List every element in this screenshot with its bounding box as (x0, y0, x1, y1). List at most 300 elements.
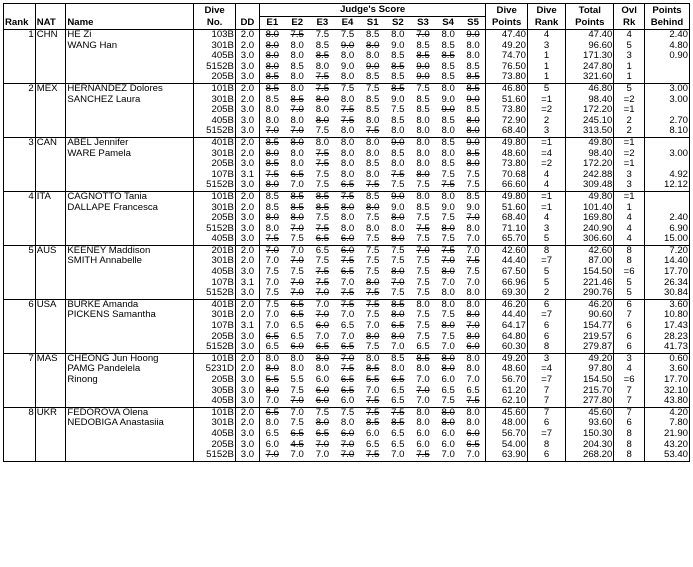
header-judge-s3: S3 (410, 17, 435, 30)
judge-score-s1 (360, 267, 385, 278)
discarded-score: 9.0 (416, 61, 430, 72)
judge-score-s3 (410, 30, 435, 41)
judge-score-s2 (385, 41, 410, 52)
discarded-score: 7.0 (290, 223, 304, 234)
dive-rank-cell: =2 (527, 159, 565, 170)
judge-score-s4 (436, 203, 461, 214)
counted-score: 8.0 (416, 137, 430, 148)
counted-score: 7.5 (416, 256, 430, 267)
rank-cell (4, 429, 36, 440)
judge-score-e2 (285, 440, 310, 451)
judge-score-e3 (310, 62, 335, 73)
judge-score-s4 (436, 72, 461, 83)
counted-score: 8.0 (466, 299, 480, 310)
rank-cell (4, 310, 36, 321)
name-cell: DALLAPE Francesca (66, 203, 194, 214)
nat-cell (35, 256, 66, 267)
nat-cell: MAS (35, 353, 66, 364)
counted-score: 7.5 (290, 385, 304, 396)
judge-score-s4 (436, 299, 461, 310)
discarded-score: 7.0 (340, 353, 355, 364)
judge-score-s2 (385, 418, 410, 429)
name-cell (66, 321, 194, 332)
judge-score-e3 (310, 450, 335, 461)
judge-score-s3 (410, 95, 435, 106)
header-judges-score: Judge's Score (259, 4, 485, 17)
dive-rank-cell: 7 (527, 396, 565, 407)
judge-score-e4 (335, 256, 360, 267)
counted-score: 8.5 (416, 202, 430, 213)
judge-score-s1 (360, 245, 385, 256)
total-points-cell: 154.77 (566, 321, 614, 332)
counted-score: 8.5 (441, 72, 455, 83)
dive-points-cell: 56.70 (486, 429, 528, 440)
judge-score-s1 (360, 149, 385, 160)
judge-score-s1 (360, 418, 385, 429)
counted-score: 8.0 (441, 126, 455, 137)
dive-rank-cell: 5 (527, 267, 565, 278)
judge-score-s3 (410, 429, 435, 440)
discarded-score: 8.0 (290, 213, 304, 224)
table-row (4, 62, 690, 73)
counted-score: 7.5 (416, 331, 430, 342)
dive-points-cell: 60.30 (486, 342, 528, 353)
dd-cell: 3.0 (235, 396, 259, 407)
discarded-score: 7.0 (290, 105, 304, 116)
header-judge-s1: S1 (360, 17, 385, 30)
judge-score-s3 (410, 278, 435, 289)
dd-cell: 2.0 (235, 203, 259, 214)
table-row (4, 137, 690, 148)
judge-score-s5 (461, 95, 486, 106)
dive-points-cell: 73.80 (486, 159, 528, 170)
judge-score-s4 (436, 95, 461, 106)
discarded-score: 8.0 (366, 202, 380, 213)
counted-score: 7.5 (416, 234, 430, 245)
nat-cell (35, 332, 66, 343)
discarded-score: 6.0 (315, 385, 330, 396)
dive-rank-cell: 7 (527, 386, 565, 397)
judge-score-s1 (360, 353, 385, 364)
counted-score: 7.0 (391, 342, 405, 353)
total-points-cell: 150.30 (566, 429, 614, 440)
discarded-score: 6.5 (290, 310, 304, 321)
counted-score: 6.5 (265, 342, 279, 353)
discarded-score: 8.5 (315, 191, 330, 202)
rank-cell (4, 41, 36, 52)
ovl-rank-cell: 7 (614, 396, 645, 407)
counted-score: 7.0 (265, 256, 279, 267)
discarded-score: 7.5 (315, 148, 330, 159)
dive-points-cell: 56.70 (486, 375, 528, 386)
counted-score: 6.5 (366, 439, 380, 450)
judge-score-e4 (335, 332, 360, 343)
judge-score-e1 (259, 126, 284, 137)
judge-score-e1 (259, 386, 284, 397)
total-points-cell: 219.57 (566, 332, 614, 343)
dive-no-cell: 301B (194, 310, 236, 321)
judge-score-s2 (385, 288, 410, 299)
dive-rank-cell: =7 (527, 256, 565, 267)
counted-score: 8.0 (416, 407, 430, 418)
counted-score: 6.0 (441, 428, 455, 439)
counted-score: 8.0 (441, 29, 455, 40)
judge-score-s5 (461, 116, 486, 127)
counted-score: 8.0 (466, 364, 480, 375)
total-points-cell: 49.80 (566, 137, 614, 148)
dd-cell: 3.0 (235, 288, 259, 299)
judge-score-e4 (335, 30, 360, 41)
discarded-score: 8.0 (290, 137, 304, 148)
total-points-cell: 313.50 (566, 126, 614, 137)
judge-score-e3 (310, 396, 335, 407)
counted-score: 7.5 (366, 342, 380, 353)
table-row (4, 203, 690, 214)
discarded-score: 9.0 (416, 72, 430, 83)
judge-score-e2 (285, 51, 310, 62)
counted-score: 7.5 (265, 299, 279, 310)
judge-score-s3 (410, 41, 435, 52)
dd-cell: 3.0 (235, 213, 259, 224)
table-row (4, 41, 690, 52)
rank-cell: 1 (4, 30, 36, 41)
name-cell: HE Zi (66, 30, 194, 41)
dd-cell: 3.0 (235, 440, 259, 451)
counted-score: 6.0 (416, 428, 430, 439)
counted-score: 8.5 (466, 105, 480, 116)
judge-score-e2 (285, 396, 310, 407)
dive-no-cell: 205B (194, 159, 236, 170)
nat-cell (35, 105, 66, 116)
ovl-rank-cell: =6 (614, 375, 645, 386)
judge-score-e2 (285, 353, 310, 364)
dive-no-cell: 205B (194, 213, 236, 224)
judge-score-e3 (310, 278, 335, 289)
counted-score: 8.0 (340, 169, 355, 180)
judge-score-e4 (335, 353, 360, 364)
name-cell: HERNANDEZ Dolores (66, 83, 194, 94)
judge-score-e3 (310, 191, 335, 202)
judge-score-s4 (436, 342, 461, 353)
counted-score: 7.0 (416, 375, 430, 385)
nat-cell (35, 418, 66, 429)
dive-no-cell: 305B (194, 386, 236, 397)
judge-score-e1 (259, 450, 284, 461)
dive-no-cell: 5152B (194, 450, 236, 461)
judge-score-s5 (461, 299, 486, 310)
discarded-score: 8.0 (441, 321, 455, 332)
judge-score-s4 (436, 180, 461, 191)
ovl-rank-cell: =1 (614, 191, 645, 202)
judge-score-s3 (410, 342, 435, 353)
dd-cell: 3.0 (235, 116, 259, 127)
judge-score-s3 (410, 51, 435, 62)
counted-score: 8.0 (366, 137, 380, 148)
discarded-score: 8.0 (265, 385, 279, 396)
counted-score: 8.0 (340, 137, 355, 148)
name-cell: CAGNOTTO Tania (66, 191, 194, 202)
judge-score-s2 (385, 429, 410, 440)
nat-cell (35, 321, 66, 332)
discarded-score: 8.0 (265, 29, 279, 40)
counted-score: 7.5 (391, 288, 405, 299)
points-behind-cell: 3.00 (644, 95, 689, 106)
name-cell (66, 105, 194, 116)
judge-score-e3 (310, 256, 335, 267)
dive-points-cell: 49.20 (486, 353, 528, 364)
total-points-cell: 245.10 (566, 116, 614, 127)
table-row (4, 51, 690, 62)
discarded-score: 7.5 (391, 169, 405, 180)
judge-score-e2 (285, 30, 310, 41)
dive-points-cell: 63.90 (486, 450, 528, 461)
discarded-score: 8.5 (466, 148, 480, 159)
ovl-rank-cell: 3 (614, 353, 645, 364)
table-row (4, 83, 690, 94)
counted-score: 8.5 (366, 105, 380, 116)
judge-score-s3 (410, 72, 435, 83)
name-cell (66, 278, 194, 289)
judge-score-s3 (410, 191, 435, 202)
ovl-rank-cell: 5 (614, 83, 645, 94)
table-row (4, 191, 690, 202)
header-points-behind-1: Points (644, 4, 689, 17)
judge-score-e4 (335, 149, 360, 160)
discarded-score: 7.5 (290, 29, 304, 40)
judge-score-e1 (259, 149, 284, 160)
judge-score-s5 (461, 180, 486, 191)
counted-score: 8.0 (265, 418, 279, 429)
discarded-score: 6.5 (290, 169, 304, 180)
dive-no-cell: 205B (194, 332, 236, 343)
discarded-score: 7.5 (315, 83, 330, 94)
discarded-score: 6.5 (265, 331, 279, 342)
rank-cell (4, 375, 36, 386)
judge-score-s5 (461, 321, 486, 332)
total-points-cell: 42.60 (566, 245, 614, 256)
counted-score: 8.0 (366, 115, 380, 126)
team-block (4, 137, 690, 191)
discarded-score: 6.5 (340, 267, 355, 278)
points-behind-cell: 0.60 (644, 353, 689, 364)
judge-score-s4 (436, 224, 461, 235)
total-points-cell: 87.00 (566, 256, 614, 267)
discarded-score: 7.0 (290, 126, 304, 137)
judge-score-e4 (335, 170, 360, 181)
judge-score-s5 (461, 278, 486, 289)
judge-score-e1 (259, 116, 284, 127)
judge-score-s2 (385, 149, 410, 160)
counted-score: 7.0 (265, 310, 279, 321)
points-behind-cell: 14.40 (644, 256, 689, 267)
judge-score-e2 (285, 224, 310, 235)
judge-score-e4 (335, 386, 360, 397)
dd-cell: 2.0 (235, 256, 259, 267)
counted-score: 7.5 (441, 169, 455, 180)
nat-cell: CHN (35, 30, 66, 41)
total-points-cell: 321.60 (566, 72, 614, 83)
judge-score-s2 (385, 170, 410, 181)
judge-score-e1 (259, 288, 284, 299)
ovl-rank-cell: 4 (614, 213, 645, 224)
total-points-cell: 97.80 (566, 364, 614, 375)
points-behind-cell (644, 72, 689, 83)
table-row (4, 440, 690, 451)
judge-score-s4 (436, 234, 461, 245)
judge-score-s5 (461, 267, 486, 278)
ovl-rank-cell: 6 (614, 342, 645, 353)
judge-score-e1 (259, 440, 284, 451)
judge-score-s5 (461, 310, 486, 321)
name-cell: PICKENS Samantha (66, 310, 194, 321)
judge-score-e3 (310, 116, 335, 127)
judge-score-s4 (436, 256, 461, 267)
header-dive-no-1: Dive (194, 4, 236, 17)
rank-cell (4, 62, 36, 73)
table-row (4, 256, 690, 267)
ovl-rank-cell: 4 (614, 364, 645, 375)
dive-no-cell: 301B (194, 418, 236, 429)
judge-score-e4 (335, 191, 360, 202)
dive-rank-cell: 8 (527, 342, 565, 353)
points-behind-cell: 4.92 (644, 170, 689, 181)
discarded-score: 8.0 (441, 407, 455, 418)
judge-score-s3 (410, 440, 435, 451)
points-behind-cell: 6.90 (644, 224, 689, 235)
judge-score-e3 (310, 299, 335, 310)
nat-cell (35, 440, 66, 451)
name-cell (66, 386, 194, 397)
judge-score-e3 (310, 353, 335, 364)
discarded-score: 8.0 (315, 115, 330, 126)
counted-score: 7.5 (315, 256, 330, 267)
counted-score: 8.0 (265, 105, 279, 116)
judge-score-s2 (385, 332, 410, 343)
dive-points-cell: 48.00 (486, 418, 528, 429)
discarded-score: 8.0 (366, 331, 380, 342)
judge-score-s2 (385, 224, 410, 235)
discarded-score: 7.5 (340, 105, 355, 116)
points-behind-cell: 2.40 (644, 213, 689, 224)
judge-score-s5 (461, 105, 486, 116)
team-block (4, 407, 690, 461)
discarded-score: 8.5 (290, 202, 304, 213)
table-row (4, 364, 690, 375)
judge-score-s4 (436, 51, 461, 62)
rank-cell (4, 213, 36, 224)
dive-rank-cell: 6 (527, 299, 565, 310)
counted-score: 7.0 (466, 234, 480, 245)
judge-score-s4 (436, 170, 461, 181)
judge-score-s5 (461, 429, 486, 440)
counted-score: 9.0 (441, 94, 455, 105)
dive-no-cell: 5152B (194, 342, 236, 353)
judge-score-s1 (360, 321, 385, 332)
name-cell: PAMG Pandelela (66, 364, 194, 375)
dd-cell: 2.0 (235, 83, 259, 94)
name-cell: WARE Pamela (66, 149, 194, 160)
judge-score-s1 (360, 203, 385, 214)
judge-score-e4 (335, 72, 360, 83)
judge-score-s3 (410, 310, 435, 321)
discarded-score: 7.0 (290, 396, 304, 407)
dive-points-cell: 62.10 (486, 396, 528, 407)
name-cell: BURKE Amanda (66, 299, 194, 310)
total-points-cell: 171.30 (566, 51, 614, 62)
dive-points-cell: 49.80 (486, 137, 528, 148)
judge-score-e3 (310, 105, 335, 116)
nat-cell: UKR (35, 407, 66, 418)
counted-score: 8.0 (466, 288, 480, 299)
points-behind-cell: 17.70 (644, 267, 689, 278)
judge-score-e1 (259, 429, 284, 440)
judge-score-e3 (310, 95, 335, 106)
points-behind-cell (644, 62, 689, 73)
judge-score-s3 (410, 126, 435, 137)
counted-score: 7.5 (391, 180, 405, 191)
dive-rank-cell: =7 (527, 310, 565, 321)
discarded-score: 8.0 (466, 331, 480, 342)
judge-score-s4 (436, 116, 461, 127)
discarded-score: 8.5 (290, 191, 304, 202)
counted-score: 8.5 (391, 148, 405, 159)
counted-score: 7.0 (315, 299, 330, 310)
counted-score: 8.5 (366, 29, 380, 40)
counted-score: 7.5 (315, 126, 330, 137)
dive-rank-cell: 4 (527, 180, 565, 191)
name-cell (66, 342, 194, 353)
judge-score-e2 (285, 95, 310, 106)
rank-cell (4, 278, 36, 289)
judge-score-s2 (385, 234, 410, 245)
dive-rank-cell: 3 (527, 126, 565, 137)
judge-score-s3 (410, 159, 435, 170)
discarded-score: 6.5 (340, 342, 355, 353)
judge-score-e1 (259, 364, 284, 375)
counted-score: 7.5 (441, 396, 455, 407)
discarded-score: 6.5 (340, 375, 355, 385)
counted-score: 7.5 (416, 213, 430, 224)
judge-score-e2 (285, 342, 310, 353)
judge-score-e3 (310, 332, 335, 343)
dive-points-cell: 74.70 (486, 51, 528, 62)
discarded-score: 7.0 (290, 277, 304, 288)
judge-score-e3 (310, 386, 335, 397)
discarded-score: 8.5 (416, 51, 430, 62)
discarded-score: 7.5 (366, 396, 380, 407)
counted-score: 8.0 (466, 40, 480, 51)
dive-points-cell: 68.40 (486, 126, 528, 137)
dd-cell: 3.0 (235, 72, 259, 83)
judge-score-s1 (360, 159, 385, 170)
rank-cell: 8 (4, 407, 36, 418)
counted-score: 8.0 (340, 418, 355, 429)
ovl-rank-cell: 6 (614, 299, 645, 310)
judge-score-e2 (285, 332, 310, 343)
judge-score-e3 (310, 126, 335, 137)
counted-score: 7.5 (416, 277, 430, 288)
judge-score-e4 (335, 62, 360, 73)
dd-cell: 2.0 (235, 191, 259, 202)
total-points-cell: 98.40 (566, 149, 614, 160)
ovl-rank-cell: 5 (614, 41, 645, 52)
counted-score: 7.5 (315, 407, 330, 418)
discarded-score: 8.0 (315, 94, 330, 105)
discarded-score: 6.5 (391, 321, 405, 332)
table-row (4, 278, 690, 289)
discarded-score: 7.0 (315, 288, 330, 299)
counted-score: 7.5 (290, 418, 304, 429)
